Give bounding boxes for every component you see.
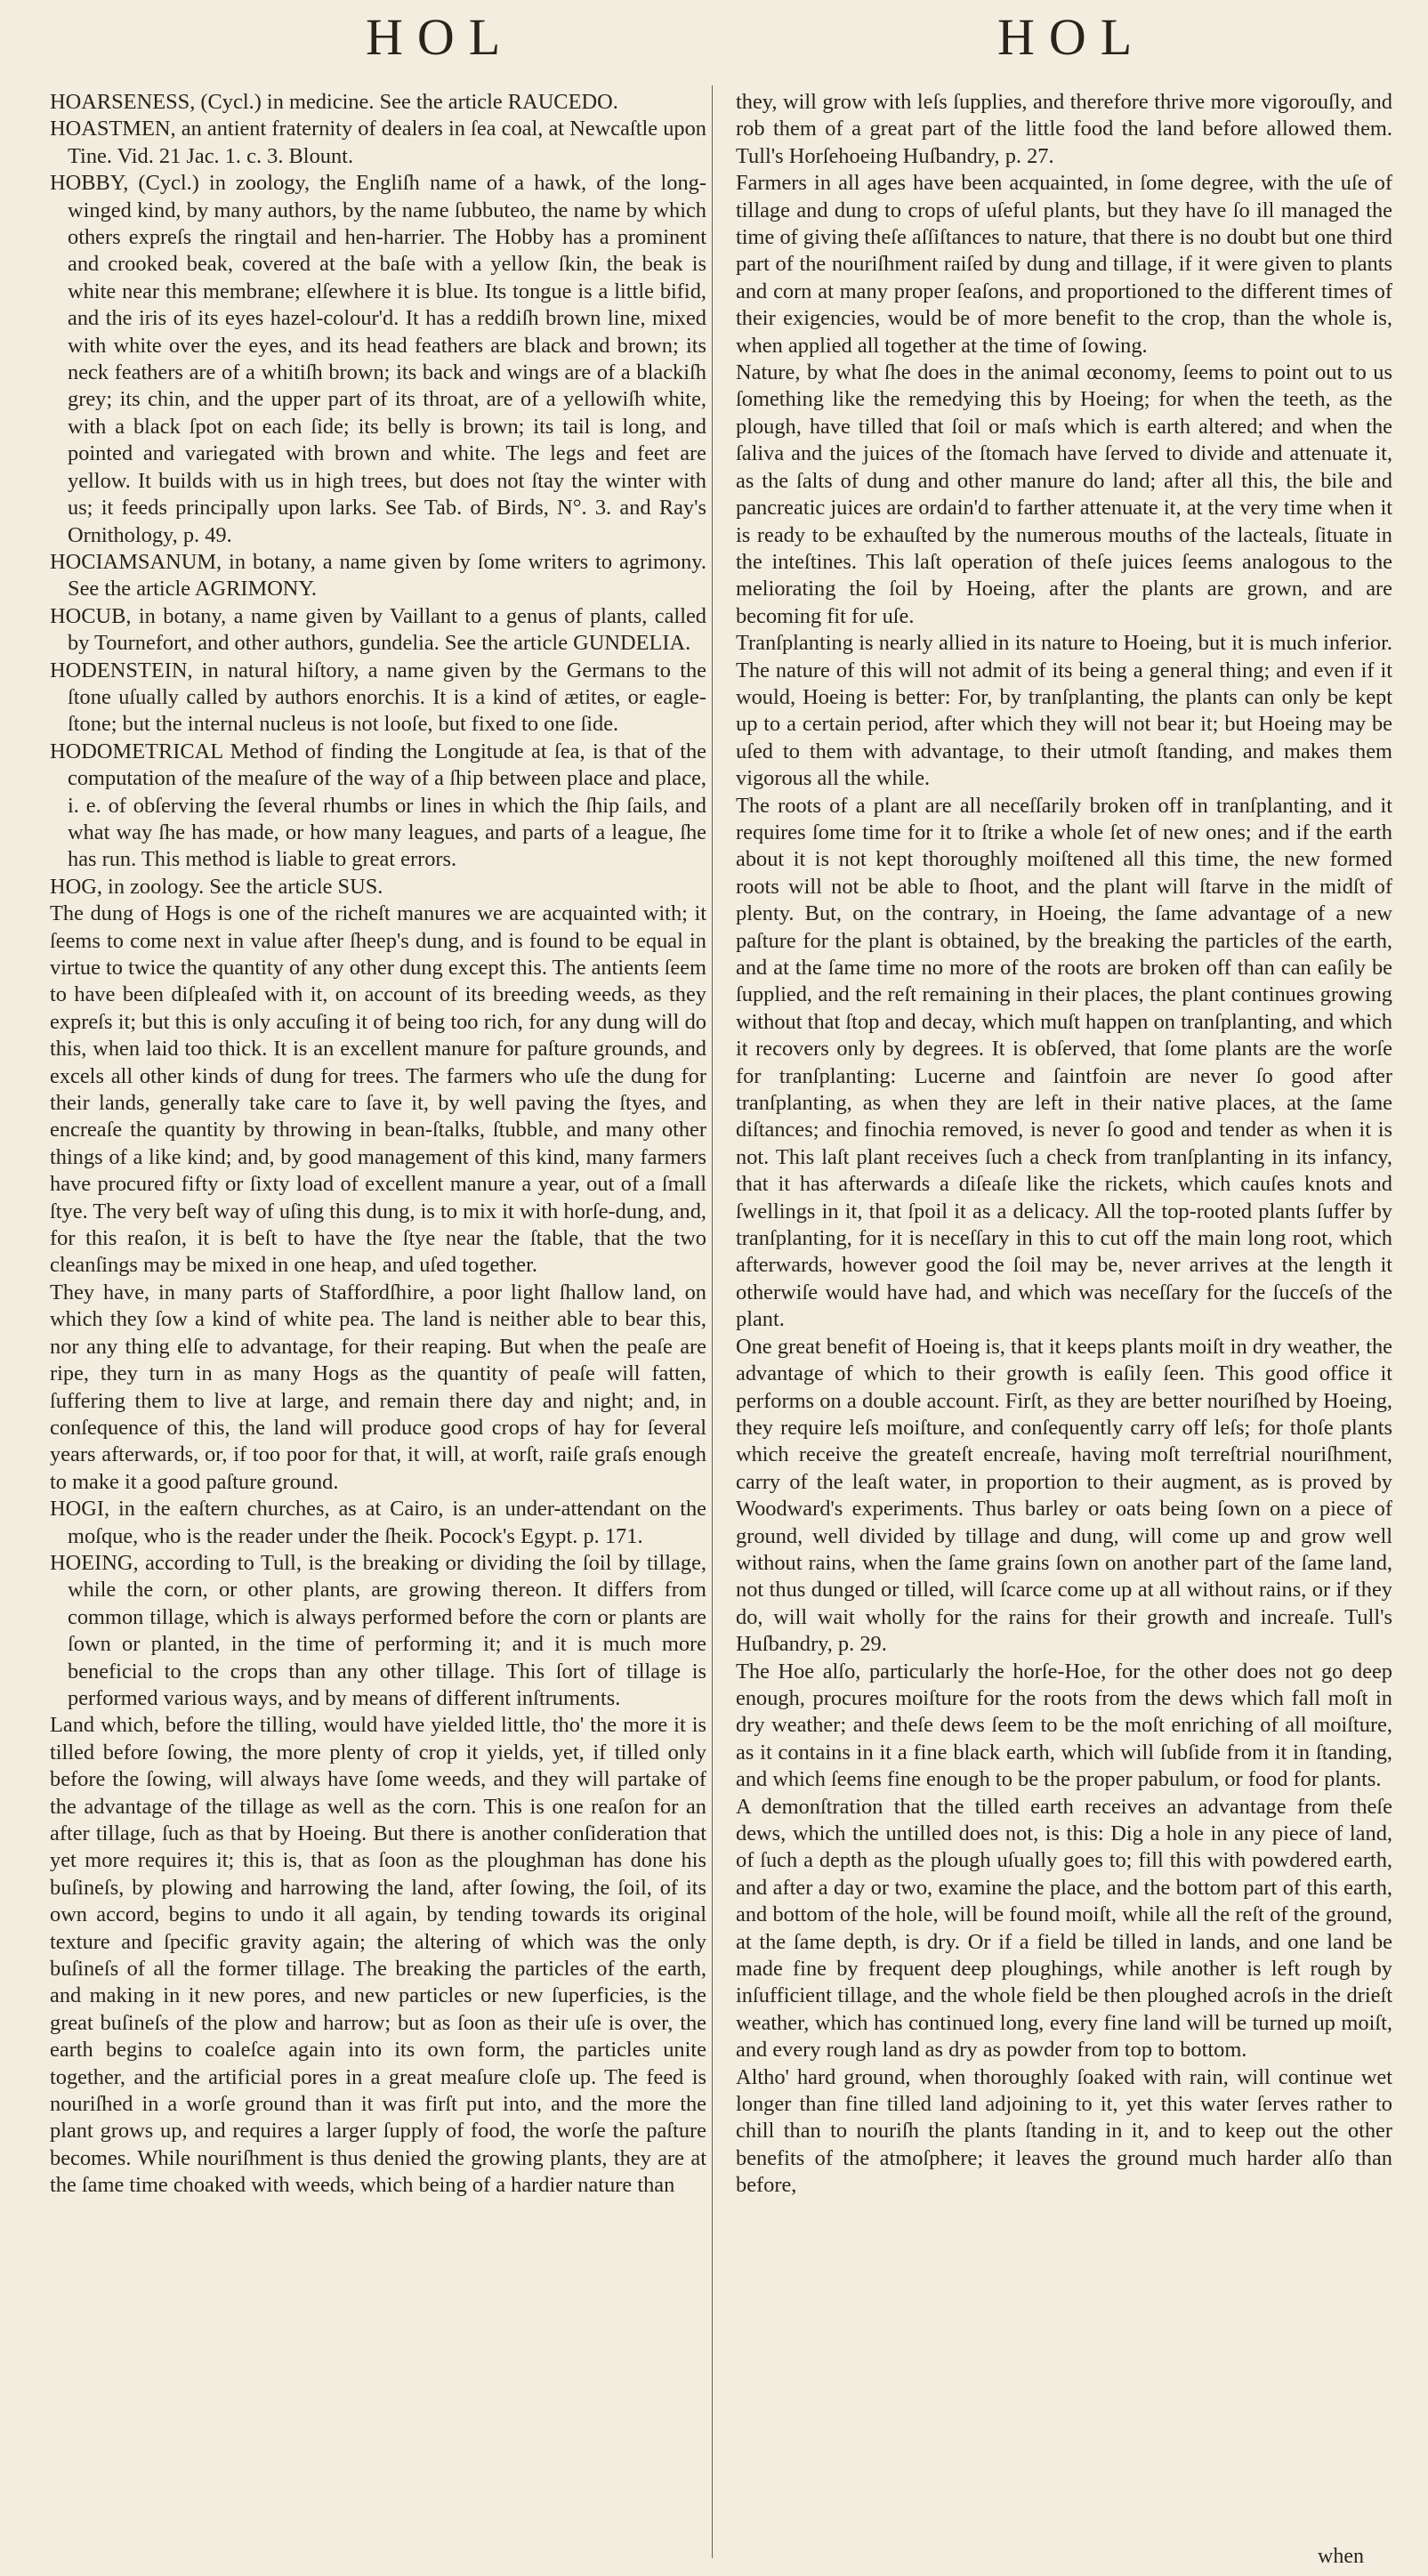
dictionary-entry: HOCIAMSANUM, in botany, a name given by ſome writers to agrimony. See the article AGRIMONY. [50, 549, 706, 602]
paragraph: Land which, before the tilling, would have yielded little, tho' the more it is tilled before ſowing, the more plenty of crop it yields, yet, if tilled only before the ſowing, will always have ſome weeds, and they will partake of the advantage of the tillage as well as the corn. This is one reaſon for an after tillage, ſuch as that by Hoeing. But there is another conſideration that yet more requires it; this is, that as ſoon as the ploughman has done his buſineſs, by plowing and harrowing the land, after ſowing, the ſoil, of its own accord, begins to undo it all again, by tending towards its original texture and ſpecific gravity again; the altering of which was the only buſineſs of all the former tillage. The breaking the particles of the earth, and making in it new pores, and new particles or new ſuperficies, is the great buſineſs of the plow and harrow; but as ſoon as their uſe is over, the earth begins to coaleſce again into its own form, the particles unite together, and the artificial pores in a great meaſure cloſe up. The feed is nouriſhed in a worſe ground than it was firſt put into, and the more the plant grows up, and requires a larger ſupply of food, the worſe the paſture becomes. While nouriſhment is thus denied the growing plants, they are at the ſame time choaked with weeds, which being of a hardier nature than [50, 1713, 706, 2198]
paragraph: Altho' hard ground, when thoroughly ſoaked with rain, will continue wet longer than fine tilled land adjoining to it, yet this water ſerves rather to chill than to nouriſh the plants ſtanding in it, and to keep out the other benefits of the atmoſphere; it leaves the ground much harder alſo than before, [736, 2064, 1392, 2198]
paragraph: Farmers in all ages have been acquainted, in ſome degree, with the uſe of tillage and dung to crops of uſeful plants, but they have ſo ill managed the time of giving theſe aſſiſtances to nature, that there is no doubt but one third part of the nouriſhment raiſed by dung and tillage, if it were given to plants and corn at many proper ſeaſons, and proportioned to the different times of their exigencies, would be of more benefit to the crop, than the whole is, when applied all together at the time of ſowing. [736, 171, 1392, 358]
dictionary-entry: HOEING, according to Tull, is the breaking or dividing the ſoil by tillage, while the corn, or other plants, are growing thereon. It differs from common tillage, which is always performed before the corn or plants are ſown or planted, in the time of performing it; and it is much more beneficial to the crops than any other tillage. This ſort of tillage is performed various ways, and by means of different inſtruments. [50, 1550, 706, 1710]
dictionary-entry: HOG, in zoology. See the article SUS. [50, 874, 383, 899]
running-head-left: HOL [366, 8, 515, 66]
dictionary-entry: HODOMETRICAL Method of finding the Longitude at ſea, is that of the computation of the meaſure of the way of a ſhip between place and place, i. e. of obſerving the ſeveral rhumbs or lines in which the ſhip ſails, and what way ſhe has made, or how many leagues, and parts of a league, ſhe has run. This method is liable to great errors. [50, 739, 706, 872]
column-divider [712, 85, 713, 2558]
paragraph: The Hoe alſo, particularly the horſe-Hoe, for the other does not go deep enough, procures moiſture for the roots from the dews which fall moſt in dry weather; and theſe dews ſeem to be the moſt enriching of all moiſture, as it contains in it a fine black earth, which will ſubſide from it in ſtanding, and which ſeems fine enough to be the proper pabulum, or food for plants. [736, 1659, 1392, 1792]
paragraph: they, will grow with leſs ſupplies, and therefore thrive more vigorouſly, and rob them of a great part of the little food the land before allowed them. Tull's Horſehoeing Huſbandry, p. 27. [736, 90, 1392, 168]
dictionary-entry: HODENSTEIN, in natural hiſtory, a name given by the Germans to the ſtone uſually called by authors enorchis. It is a kind of ætites, or eagle-ſtone; but the internal nucleus is not looſe, but fixed to one ſide. [50, 658, 706, 737]
dictionary-entry: HOASTMEN, an antient fraternity of dealers in ſea coal, at Newcaſtle upon Tine. Vid. 21 Jac. 1. c. 3. Blount. [50, 117, 706, 168]
running-head-right: HOL [997, 8, 1147, 66]
paragraph: The roots of a plant are all neceſſarily broken off in tranſplanting, and it requires ſome time for it to ſtrike a whole ſet of new ones; and if the earth about it is not kept thoroughly moiſtened all this time, the new formed roots will not be able to ſhoot, and the plant will ſtarve in the midſt of plenty. But, on the contrary, in Hoeing, the ſame advantage of a new paſture for the plant is obtained, by the breaking the particles of the earth, and at the ſame time no more of the roots are broken off than can eaſily be ſupplied, and the reſt remaining in their places, the plant continues growing without that ſtop and decay, which muſt happen on tranſplanting, and which it recovers only by degrees. It is obſerved, that ſome plants are the worſe for tranſplanting: Lucerne and ſaintfoin are never ſo good after tranſplanting, as when they are left in their native places, at the ſame diſtances; and finochia removed, is never ſo good and tender as when it is not. This laſt plant receives ſuch a check from tranſplanting in its infancy, that it has afterwards a diſeaſe like the rickets, which cauſes knots and ſwellings in it, that ſpoil it as a delicacy. All the top-rooted plants ſuffer by tranſplanting, for it is neceſſary in this to cut off the main long root, which afterwards, however good the ſoil may be, never arrives at the length it otherwiſe would have had, and which was neceſſary for the ſucceſs of the plant. [736, 793, 1392, 1332]
paragraph: Nature, by what ſhe does in the animal œconomy, ſeems to point out to us ſomething like the remedying this by Hoeing; for when the teeth, as the plough, have tilled that ſoil or maſs which is earth altered; and when the ſaliva and the juices of the ſtomach have ſerved to divide and attenuate it, as the ſalts of dung and other manure do land; after all this, the bile and pancreatic juices are ordain'd to farther attenuate it, at the very time when it is ready to be exhauſted by the numerous mouths of the lacteals, ſituate in the inteſtines. This laſt operation of theſe juices ſeems analogous to the meliorating the ſoil by Hoeing, after the plants are grown, and are becoming fit for uſe. [736, 360, 1392, 628]
dictionary-entry: HOCUB, in botany, a name given by Vaillant to a genus of plants, called by Tournefort, and other authors, gundelia. See the article GUNDELIA. [50, 603, 706, 656]
paragraph: The dung of Hogs is one of the richeſt manures we are acquainted with; it ſeems to come next in value after ſheep's dung, and is found to be equal in virtue to twice the quantity of any other dung except this. The antients ſeem to have been diſpleaſed with it, on account of its breeding weeds, as they expreſs it; but this is only accuſing it of being too rich, for any dung will do this, when laid too thick. It is an excellent manure for paſture grounds, and excels all other kinds of dung for trees. The farmers who uſe the dung for their lands, generally take care to ſave it, by well paving the ſtyes, and encreaſe the quantity by throwing in bean-ſtalks, ſtubble, and many other things of a like kind; and, by good management of this kind, many farmers have procured fifty or ſixty load of excellent manure a year, out of a ſmall ſtye. The very beſt way of uſing this dung, is to mix it with horſe-dung, and, for this reaſon, it is beſt to have the ſtye near the ſtable, that the two cleanſings may be mixed in one heap, and uſed together. [50, 901, 706, 1278]
paragraph: One great benefit of Hoeing is, that it keeps plants moiſt in dry weather, the advantage of which to their growth is eaſily ſeen. This good office it performs on a double account. Firſt, as they are better nouriſhed by Hoeing, they require leſs moiſture, and conſequently carry off leſs; for thoſe plants which receive the greateſt encreaſe, having moſt terreſtrial nouriſhment, carry of the leaſt water, in proportion to their augment, as is proved by Woodward's experiments. Thus barley or oats being ſown on a piece of ground, well divided by tillage and dung, will come up and grow well without rains, when the ſame grains ſown on another part of the ſame land, not thus dunged or tilled, will ſcarce come up at all without rains, or if they do, will wait wholly for the rains for their growth and increaſe. Tull's Huſbandry, p. 29. [736, 1334, 1392, 1657]
dictionary-entry: HOBBY, (Cycl.) in zoology, the Engliſh name of a hawk, of the long-winged kind, by many authors, by the name ſubbuteo, the name by which others expreſs the ringtail and hen-harrier. The Hobby has a prominent and crooked beak, covered at the baſe with a yellow ſkin, the beak is white near this membrane; elſewhere it is blue. Its tongue is a little bifid, and the iris of its eyes hazel-colour'd. It has a reddiſh brown line, mixed with white over the eyes, and its head feathers are black and brown; its neck feathers are of a whitiſh brown; its back and wings are of a blackiſh grey; its chin, and the upper part of its throat, are of a yellowiſh white, with a black ſpot on each ſide; its belly is brown; its tail is long, and pointed and variegated with brown and white. The legs and feet are yellow. It builds with us in high trees, but does not ſtay the winter with us; it feeds principally upon larks. See Tab. of Birds, N°. 3. and Ray's Ornithology, p. 49. [50, 171, 706, 547]
right-column [736, 89, 1392, 2200]
paragraph: A demonſtration that the tilled earth receives an advantage from theſe dews, which the untilled does not, is this: Dig a hole in any piece of land, of ſuch a depth as the plough uſually goes to; fill this with powdered earth, and after a day or two, examine the place, and the bottom part of this earth, and bottom of the hole, will be found moiſt, while all the reſt of the ground, at the ſame depth, is dry. Or if a field be tilled in lands, and one land be made fine by frequent deep ploughings, while another is left rough by inſufficient tillage, and the whole field be then ploughed acroſs in the drieſt weather, which has continued long, every fine land will be turned up moiſt, and every rough land as dry as powder from top to bottom. [736, 1794, 1392, 2063]
paragraph: They have, in many parts of Staffordſhire, a poor light ſhallow land, on which they ſow a kind of white pea. The land is neither able to bear this, nor any thing elſe to advantage, for their reaping. But when the peaſe are ripe, they turn in as many Hogs as the quantity of peaſe will fatten, ſuffering them to live at large, and remain there day and night; and, in conſequence of this, the land will produce good crops of hay for ſeveral years afterwards, or, if too poor for that, it will, at worſt, raiſe graſs enough to make it a good paſture ground. [50, 1280, 706, 1494]
catchword: when [1318, 2545, 1364, 2568]
dictionary-entry: HOARSENESS, (Cycl.) in medicine. See the article RAUCEDO. [50, 90, 618, 114]
dictionary-entry: HOGI, in the eaſtern churches, as at Cairo, is an under-attendant on the moſque, who is the reader under the ſheik. Pocock's Egypt. p. 171. [50, 1497, 706, 1548]
left-column [50, 89, 706, 2200]
paragraph: Tranſplanting is nearly allied in its nature to Hoeing, but it is much inferior. The nature of this will not admit of its being a general thing; and even if it would, Hoeing is better: For, by tranſplanting, the plants can only be kept up to a certain period, after which they will not bear it; but Hoeing may be uſed to them with advantage, to their utmoſt ſtanding, and makes them vigorous all the while. [736, 631, 1392, 791]
running-header [50, 0, 1392, 89]
columns [50, 89, 1392, 2200]
